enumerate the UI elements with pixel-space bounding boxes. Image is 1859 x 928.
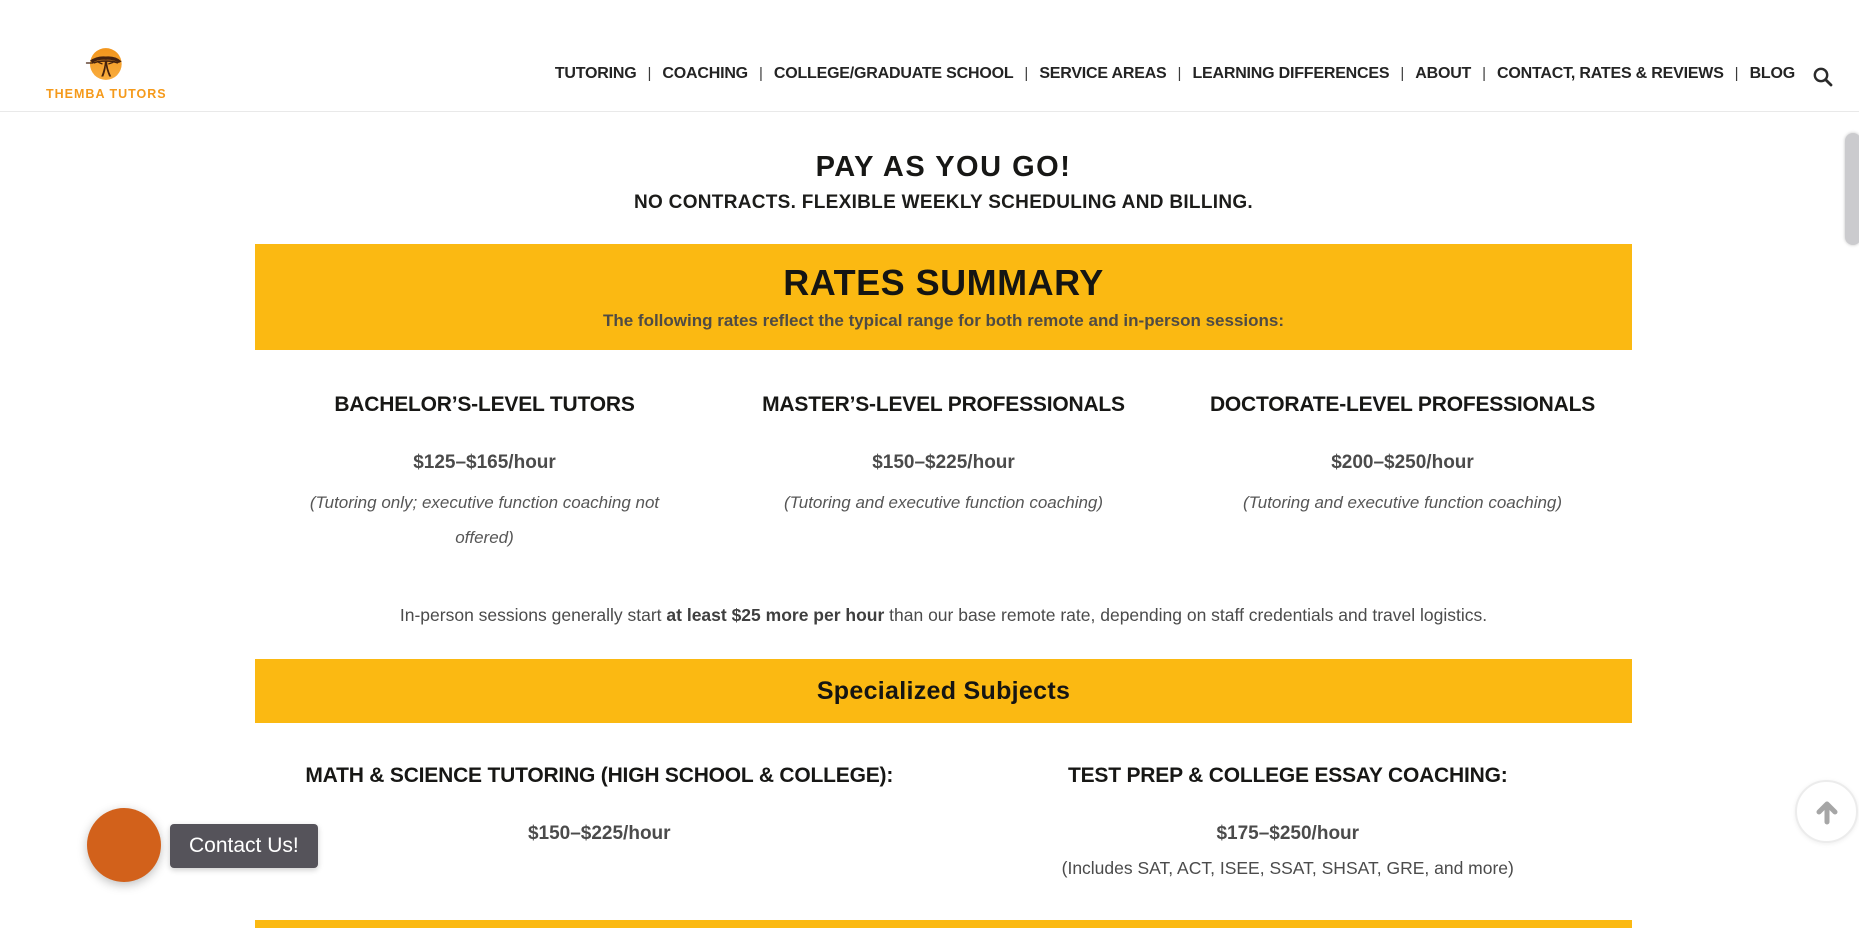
specialized-columns: [255, 763, 1632, 880]
nav-separator: |: [1400, 65, 1405, 82]
rate-column-title: BACHELOR’S-LEVEL TUTORS: [334, 393, 635, 416]
rates-summary-banner: [255, 244, 1632, 350]
spec-note: (Includes SAT, ACT, ISEE, SSAT, SHSAT, GRE, and more): [1061, 858, 1514, 878]
next-section-banner: [255, 920, 1632, 928]
nav-separator: |: [647, 65, 652, 82]
nav-separator: |: [1482, 65, 1487, 82]
page-title: PAY AS YOU GO!: [815, 151, 1072, 183]
rate-column-doctorate: [1173, 392, 1632, 555]
contact-tooltip-label: Contact Us!: [189, 834, 299, 857]
scrollbar-thumb[interactable]: [1845, 133, 1859, 245]
in-person-note-suffix: than our base remote rate, depending on staff credentials and travel logistics.: [884, 605, 1488, 625]
specialized-subjects-title: Specialized Subjects: [816, 676, 1071, 705]
spec-column-math-science: [255, 763, 944, 880]
in-person-note: [255, 603, 1632, 627]
nav-separator: |: [758, 65, 763, 82]
spec-column-title: MATH & SCIENCE TUTORING (HIGH SCHOOL & COLLEGE):: [305, 764, 894, 787]
rate-column-bachelors: [255, 392, 714, 555]
specialized-subjects-banner: [255, 659, 1632, 723]
main-content: [255, 150, 1632, 928]
search-icon[interactable]: [1812, 66, 1833, 87]
in-person-note-prefix: In-person sessions generally start: [399, 605, 667, 625]
scroll-to-top-button[interactable]: [1795, 780, 1858, 843]
rates-summary-title: RATES SUMMARY: [783, 262, 1104, 303]
page-subtitle: NO CONTRACTS. FLEXIBLE WEEKLY SCHEDULING AND BILLING.: [634, 192, 1253, 213]
nav-item-coaching[interactable]: COACHING: [662, 64, 748, 82]
rate-note: (Tutoring and executive function coaching): [783, 493, 1104, 512]
contact-chat-button[interactable]: [87, 808, 161, 882]
nav-item-tutoring[interactable]: TUTORING: [554, 64, 637, 82]
nav-separator: |: [1734, 65, 1739, 82]
rate-note: (Tutoring only; executive function coaching not offered): [309, 493, 660, 547]
site-header: [0, 0, 1859, 112]
rate-column-title: MASTER’S-LEVEL PROFESSIONALS: [762, 393, 1125, 416]
nav-item-learning-differences[interactable]: LEARNING DIFFERENCES: [1192, 64, 1390, 82]
rates-columns: [255, 392, 1632, 555]
nav-item-contact-rates-reviews[interactable]: CONTACT, RATES & REVIEWS: [1497, 64, 1724, 82]
spec-rate: $175–$250/hour: [1216, 823, 1360, 844]
nav-separator: |: [1024, 65, 1029, 82]
nav-separator: |: [1177, 65, 1182, 82]
brand-name: THEMBA TUTORS: [46, 87, 167, 101]
main-nav: [555, 63, 1833, 84]
in-person-note-bold: at least $25 more per hour: [666, 605, 885, 625]
contact-tooltip[interactable]: [170, 824, 318, 868]
rate-column-masters: [714, 392, 1173, 555]
nav-item-service-areas[interactable]: SERVICE AREAS: [1039, 64, 1167, 82]
rates-summary-subtitle: The following rates reflect the typical range for both remote and in-person sessions:: [602, 311, 1285, 330]
rate-amount: $150–$225/hour: [872, 452, 1015, 473]
rate-amount: $125–$165/hour: [413, 452, 556, 473]
brand-logo[interactable]: [46, 44, 167, 101]
spec-column-test-prep: [944, 763, 1633, 880]
nav-item-blog[interactable]: BLOG: [1749, 64, 1795, 82]
logo-tree-icon: [84, 44, 126, 84]
spec-rate: $150–$225/hour: [527, 823, 671, 844]
rate-amount: $200–$250/hour: [1331, 452, 1474, 473]
arrow-up-icon: [1812, 797, 1842, 827]
nav-item-about[interactable]: ABOUT: [1415, 64, 1472, 82]
rate-column-title: DOCTORATE-LEVEL PROFESSIONALS: [1209, 393, 1596, 416]
rate-note: (Tutoring and executive function coaching): [1242, 493, 1563, 512]
spec-column-title: TEST PREP & COLLEGE ESSAY COACHING:: [1067, 764, 1508, 787]
nav-item-college-graduate-school[interactable]: COLLEGE/GRADUATE SCHOOL: [773, 64, 1014, 82]
